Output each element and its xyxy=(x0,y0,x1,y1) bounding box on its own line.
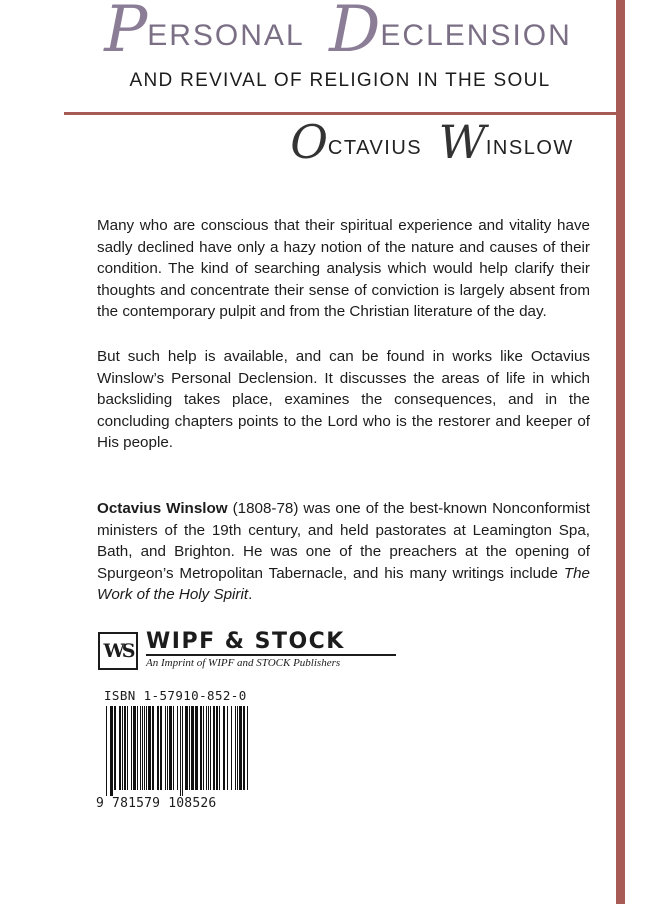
barcode-bar xyxy=(119,706,121,790)
bio-author-name: Octavius Winslow xyxy=(97,500,228,517)
barcode-bar xyxy=(142,706,143,790)
author-bio xyxy=(97,498,590,606)
barcode-bar xyxy=(189,706,190,790)
barcode-bar xyxy=(137,706,138,790)
bio-end: . xyxy=(248,586,253,604)
barcode-bar xyxy=(167,706,168,790)
barcode-bar xyxy=(144,706,145,790)
barcode-bar xyxy=(127,706,128,790)
barcode-bar xyxy=(216,706,218,790)
barcode-bar xyxy=(237,706,238,790)
barcode-bar xyxy=(191,706,194,790)
barcode-bar xyxy=(177,706,178,790)
publisher-block xyxy=(98,629,398,672)
barcode-bar xyxy=(247,706,248,790)
title-word-personal: PERSONAL xyxy=(104,0,305,67)
barcode-bar xyxy=(203,706,204,790)
barcode-bar xyxy=(239,706,242,790)
barcode-bar xyxy=(180,706,181,796)
barcode-bar xyxy=(223,706,225,790)
bio-text: (1808-78) was one of the best-known Nonconformist ministers of the 19th century, and held pastorates at Leamington Spa, Bath, and Brighton. He was one of the preachers at the opening of Spurgeon’s Metropolitan Tabernacle, and his many writings include xyxy=(97,500,591,582)
barcode-bar xyxy=(182,706,183,796)
accent-horizontal-rule xyxy=(64,112,625,115)
barcode-bar xyxy=(173,706,174,790)
barcode-bar xyxy=(160,706,162,790)
barcode-bar xyxy=(227,706,228,790)
description-paragraph-1: Many who are conscious that their spiritual experience and vitality have sadly declined have only a hazy notion of the nature and causes of their condition. The kind of searching analysis which would help clarify their thoughts and concentrate their sense of conviction is largely absent from the contemporary pulpit and from the Christian literature of the day. xyxy=(97,217,590,321)
isbn-label: ISBN 1-57910-852-0 xyxy=(104,688,247,703)
author-last-name: WINSLOW xyxy=(438,115,574,169)
title-word-declension: DECLENSION xyxy=(329,0,572,67)
barcode-bar xyxy=(146,706,147,790)
barcode-icon xyxy=(104,706,252,796)
barcode-bar xyxy=(185,706,188,790)
author-name xyxy=(282,115,582,169)
barcode-bar xyxy=(133,706,136,790)
barcode-bar xyxy=(210,706,211,790)
barcode-bar xyxy=(165,706,166,790)
book-title xyxy=(78,0,598,70)
barcode xyxy=(104,706,252,796)
publisher-rule xyxy=(146,654,396,656)
barcode-bar xyxy=(131,706,132,790)
author-first-name: OCTAVIUS xyxy=(290,115,423,169)
barcode-bar xyxy=(195,706,198,790)
book-subtitle: AND REVIVAL OF RELIGION IN THE SOUL xyxy=(129,70,551,91)
barcode-bar xyxy=(157,706,159,790)
barcode-bar xyxy=(219,706,220,790)
barcode-bar xyxy=(206,706,207,790)
barcode-bar xyxy=(152,706,154,790)
publisher-tagline: An Imprint of WIPF and STOCK Publishers xyxy=(146,657,341,669)
barcode-number: 9 781579 108526 xyxy=(96,796,217,811)
publisher-name: WIPF & STOCK xyxy=(146,629,345,654)
barcode-bar xyxy=(140,706,141,790)
description-paragraph-2: But such help is available, and can be found in works like Octavius Winslow’s Personal Declension. It discusses the areas of life in which backsliding takes place, examines the consequences, and in the concluding chapters points to the Lord who is the restorer and keeper of His people. xyxy=(97,348,590,452)
barcode-bar xyxy=(148,706,151,790)
barcode-bar xyxy=(208,706,209,790)
publisher-logo-icon: WS xyxy=(98,632,138,670)
barcode-bar xyxy=(169,706,172,790)
barcode-bar xyxy=(122,706,123,790)
barcode-bar xyxy=(213,706,215,790)
barcode-bar xyxy=(110,706,113,796)
barcode-bar xyxy=(235,706,236,790)
accent-vertical-bar xyxy=(616,0,625,904)
barcode-bar xyxy=(114,706,116,790)
barcode-bar xyxy=(106,706,107,796)
barcode-bar xyxy=(231,706,232,790)
barcode-bar xyxy=(243,706,245,790)
barcode-bar xyxy=(124,706,126,790)
bio-work-title: The Work of the Holy Spirit xyxy=(97,564,590,604)
barcode-bar xyxy=(200,706,202,790)
